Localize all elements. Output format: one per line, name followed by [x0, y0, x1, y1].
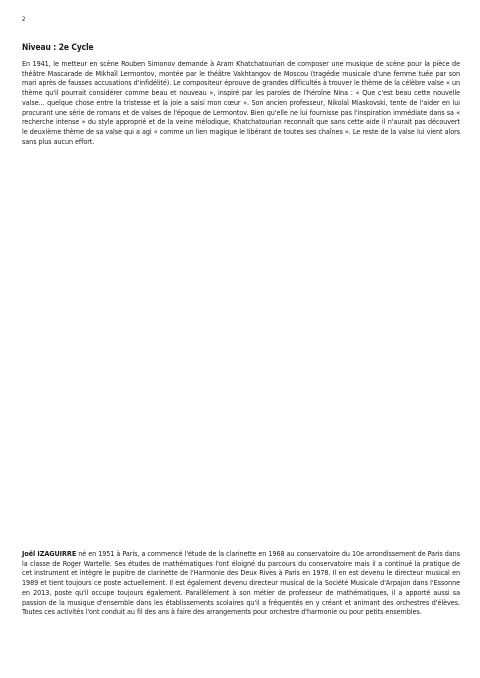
level-heading: Niveau : 2e Cycle — [22, 42, 94, 52]
intro-paragraph: En 1941, le metteur en scène Rouben Simonov demande à Aram Khatchatourian de composer une musique de scène pour la pièce de théâtre Mascarade de Mikhaïl Lermontov, montée par le théâtre Vakhtangov de Moscou (tragédie musicale d'une femme tuée par son mari après de fausses accusations d'infidélité). Le compositeur éprouve de grandes difficultés à trouver le thème de la célèbre valse « un thème qu'il pourrait considérer comme beau et nouveau », inspiré par les paroles de l'héroïne Nina : « Que c'est beau cette nouvelle valse... quelque chose entre la tristesse et la joie a saisi mon cœur ». Son ancien professeur, Nikolaï Miaskovski, tente de l'aider en lui procurant une série de romans et de valses de l'époque de Lermontov. Bien qu'elle ne lui fournisse pas l'inspiration immédiate dans sa « recherche intense » du style approprié et de la veine mélodique, Khatchatourian reconnaît que sans cette aide il n'aurait pas découvert le deuxième thème de sa valse qui a agi « comme un lien magique le libérant de toutes ses chaînes ». Le reste de la valse lui vient alors sans plus aucun effort. — [22, 59, 460, 146]
author-name: Joël IZAGUIRRE — [22, 549, 77, 558]
page-number: 2 — [22, 16, 26, 23]
biography-paragraph — [22, 549, 460, 617]
biography-text: né en 1951 à Paris, a commencé l'étude de la clarinette en 1968 au conservatoire du 10e arrondissement de Paris dans la classe de Roger Wartelle. Ses études de mathématiques l'ont éloigné du parcours du conservatoire mais il a continué la pratique de cet instrument et intègre le pupitre de clarinette de l'Harmonie des Deux Rives à Paris en 1978. Il en est devenu le directeur musical en 1989 et tient toujours ce poste actuellement. Il est également devenu directeur musical de la Société Musicale d'Arpajon dans l'Essonne en 2013, poste qu'il occupe toujours également. Parallèlement à son métier de professeur de mathématiques, il a apporté aussi sa passion de la musique d'ensemble dans les établissements scolaires qu'il a fréquentés en y créant et animant des orchestres d'élèves. Toutes ces activités l'ont conduit au fil des ans à faire des arrangements pour orchestre d'harmonie ou pour petits ensembles. — [22, 549, 460, 617]
